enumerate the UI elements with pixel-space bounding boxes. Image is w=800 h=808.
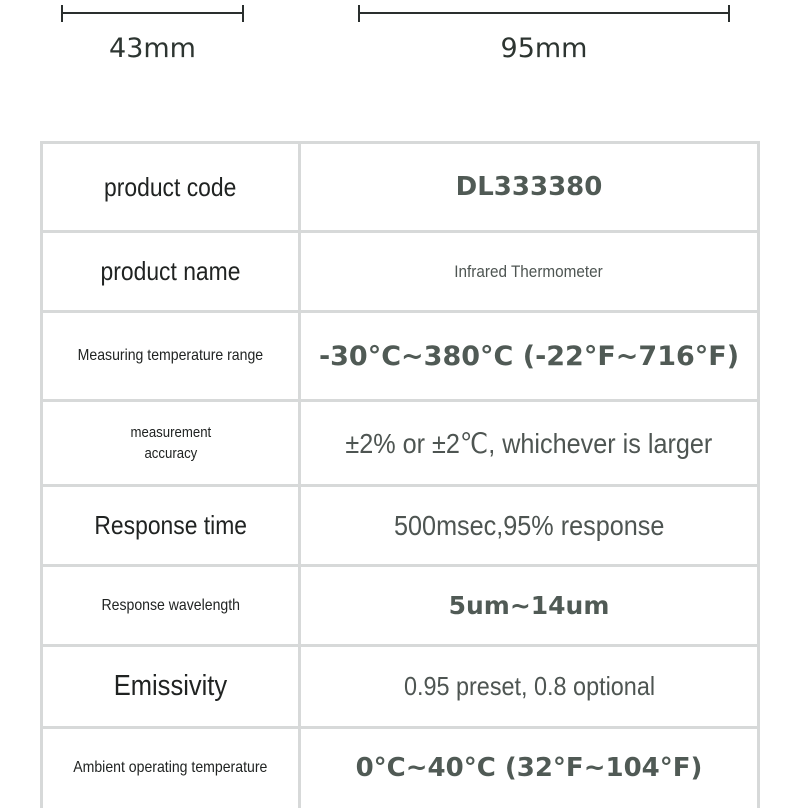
spec-value-cell [300, 646, 759, 728]
spec-value-cell [300, 728, 759, 808]
spec-value-cell [300, 401, 759, 486]
width-dimension-line [62, 12, 243, 14]
spec-value: 500msec,95% response [393, 509, 665, 541]
spec-value: Infrared Thermometer [454, 261, 604, 281]
width-dimension-label: 43mm [109, 33, 196, 64]
spec-table [40, 141, 760, 808]
length-dimension-line [359, 12, 729, 14]
spec-label-cell [42, 728, 300, 808]
spec-value: 0.95 preset, 0.8 optional [403, 671, 655, 701]
spec-value: DL333380 [455, 172, 603, 202]
spec-label-line: measurement [130, 424, 211, 441]
spec-label-cell [42, 143, 300, 232]
spec-value: 0°C~40°C (32°F~104°F) [355, 753, 703, 784]
table-row [42, 401, 759, 486]
spec-label-cell [42, 401, 300, 486]
table-row [42, 312, 759, 401]
spec-value-cell [300, 232, 759, 312]
spec-label [130, 422, 211, 464]
spec-value: -30°C~380°C (-22°F~716°F) [318, 340, 740, 372]
table-row [42, 728, 759, 808]
length-dimension-label: 95mm [500, 33, 588, 64]
spec-value: ±2% or ±2℃, whichever is larger [345, 427, 713, 459]
spec-label: Ambient operating temperature [73, 759, 268, 777]
spec-label: product name [100, 256, 241, 286]
spec-label: Measuring temperature range [77, 347, 264, 364]
spec-label-line: accuracy [144, 445, 197, 462]
spec-value-cell [300, 143, 759, 232]
spec-label-cell [42, 232, 300, 312]
spec-label: Response wavelength [101, 596, 240, 614]
spec-label: Emissivity [113, 670, 228, 702]
spec-label-cell [42, 566, 300, 646]
spec-label-cell [42, 486, 300, 566]
spec-label: product code [104, 171, 237, 202]
spec-value-cell [300, 486, 759, 566]
table-row [42, 143, 759, 232]
spec-value: 5um~14um [448, 591, 610, 620]
spec-value-cell [300, 566, 759, 646]
spec-value-cell [300, 312, 759, 401]
table-row [42, 566, 759, 646]
spec-label: Response time [94, 510, 247, 540]
table-row [42, 486, 759, 566]
table-row [42, 232, 759, 312]
spec-label-cell [42, 646, 300, 728]
table-row [42, 646, 759, 728]
spec-label-cell [42, 312, 300, 401]
